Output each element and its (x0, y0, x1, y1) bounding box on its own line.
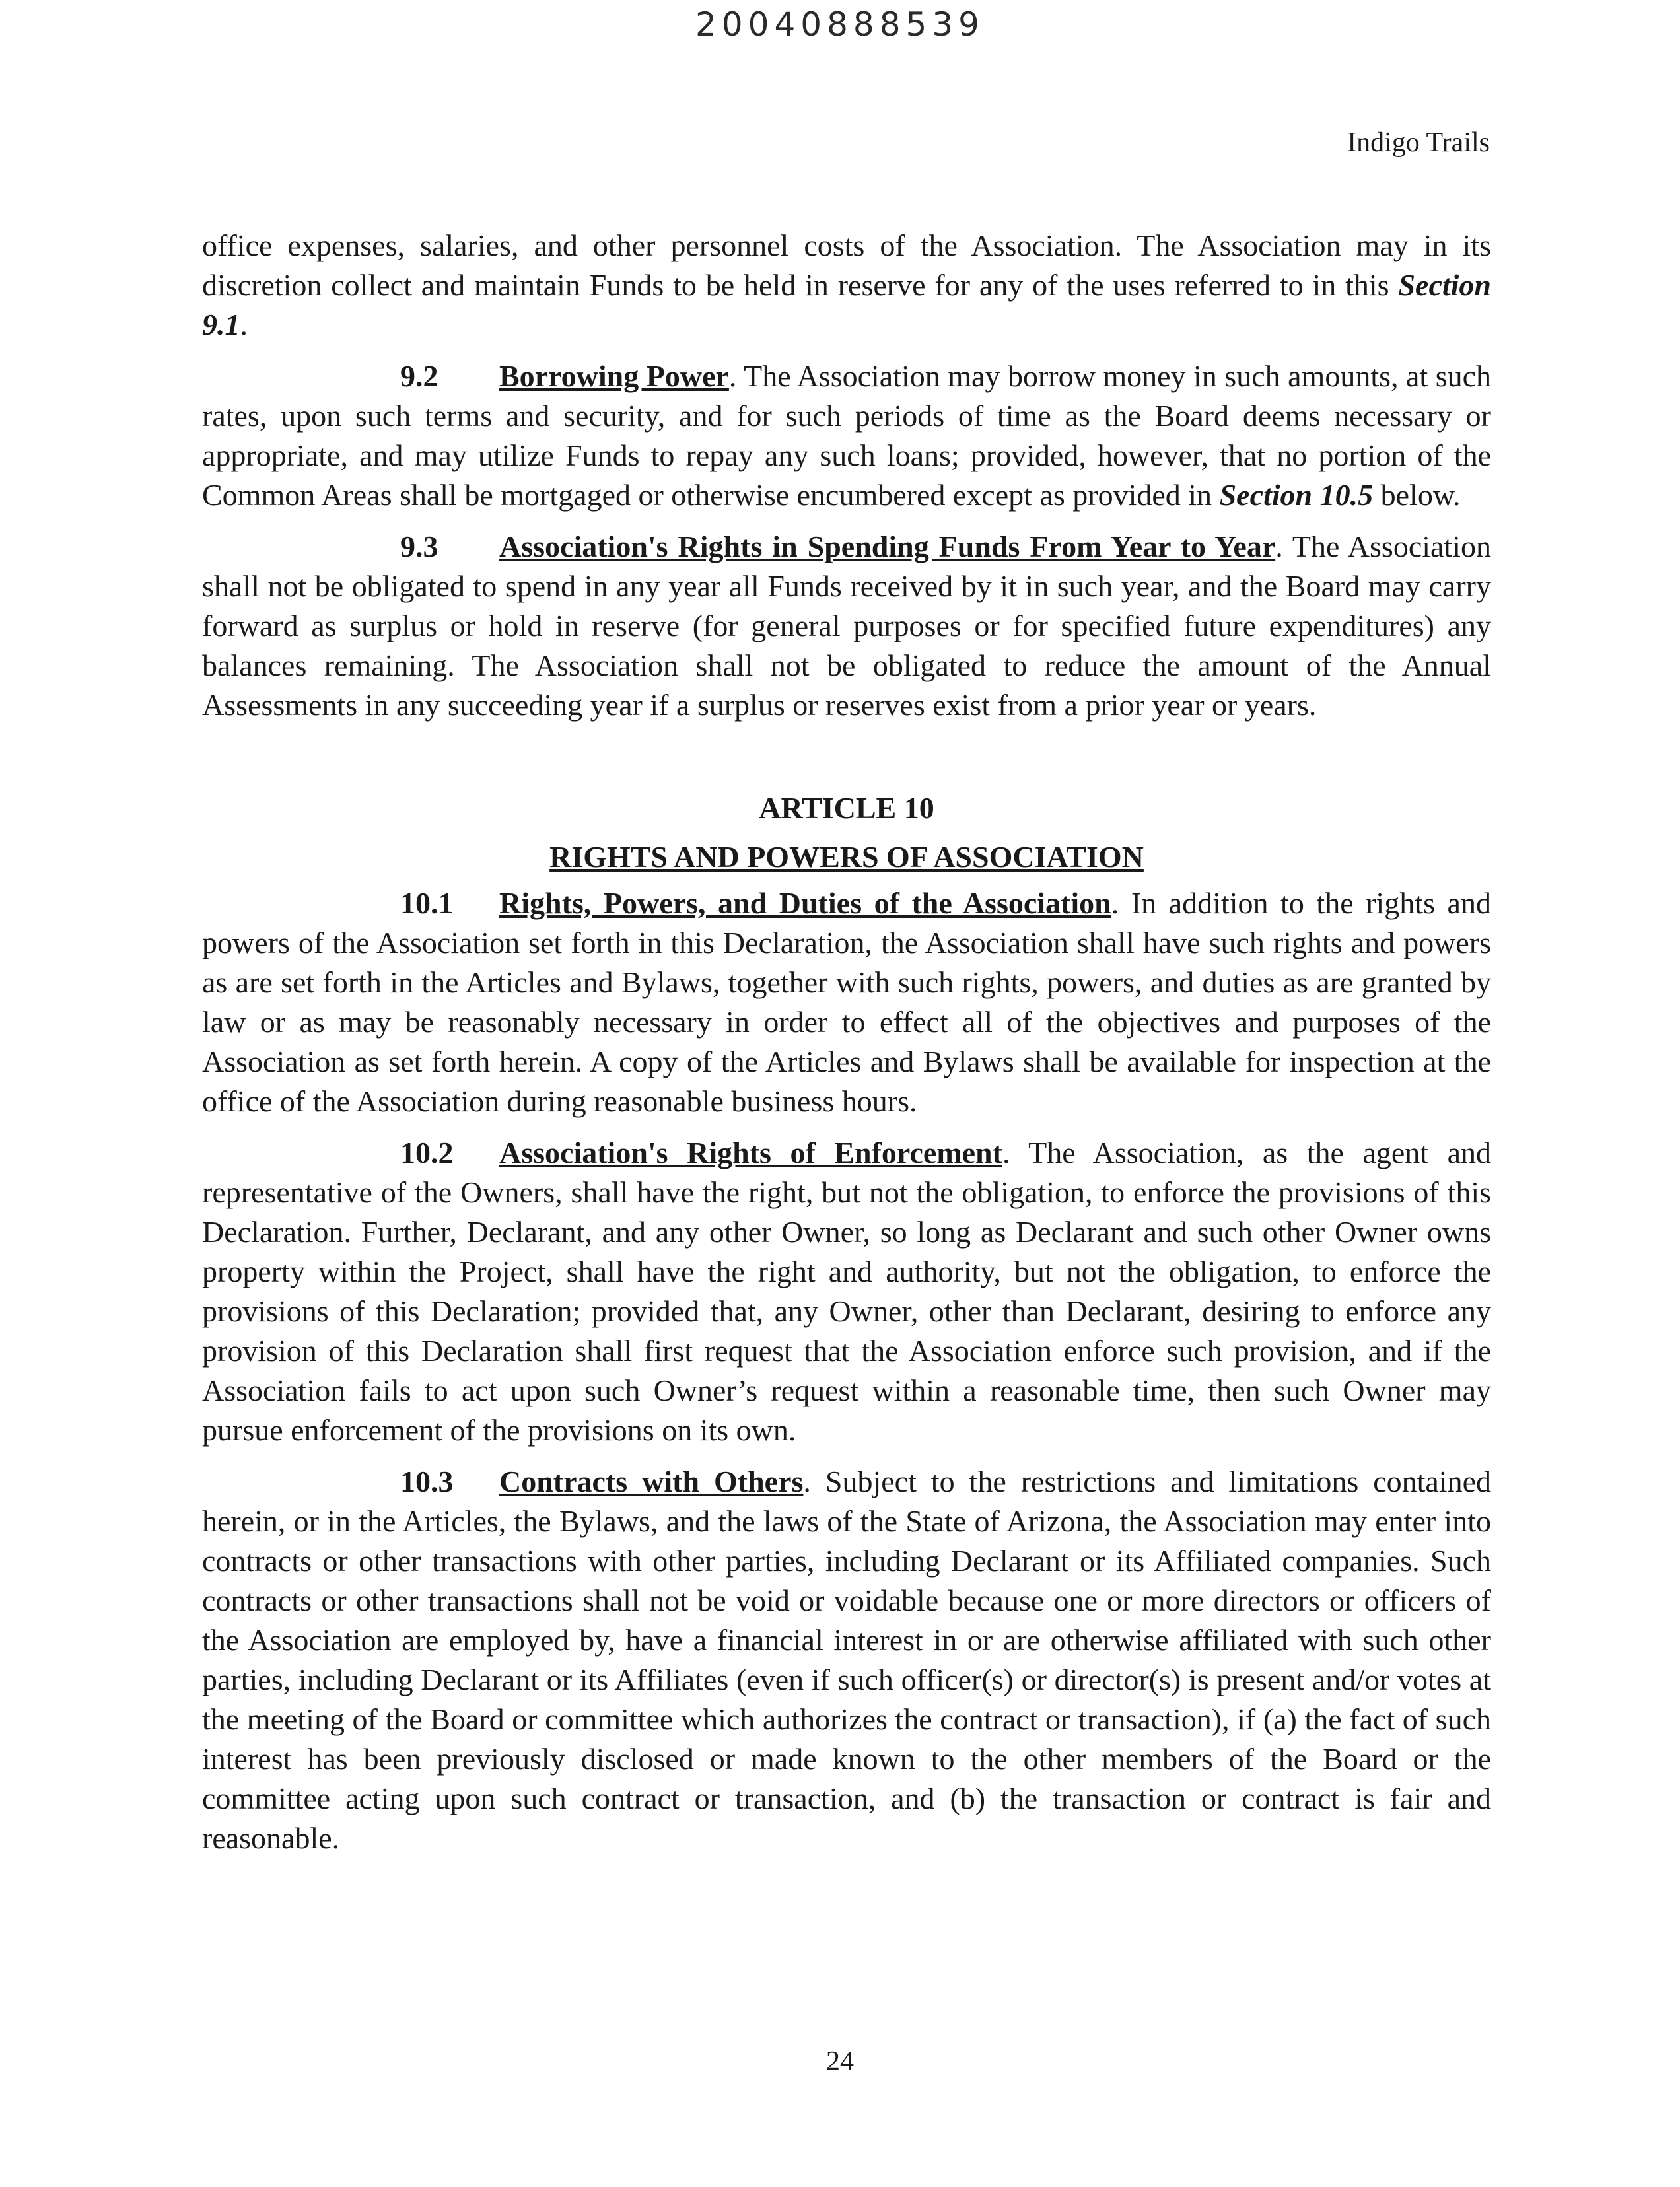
section-number: 9.3 (400, 530, 438, 563)
section-reference: Section 9.1 (202, 268, 1491, 341)
section-text: . The Association may borrow money in such amounts, at such rates, upon such terms and security, and for such periods of time as the Board deems necessary or appropriate, and may utilize Funds to repay any such loans; provided, however, that no portion of the Common Areas shall be mortgaged or otherwise encumbered except as provided in (202, 359, 1492, 512)
article-title: RIGHTS AND POWERS OF ASSOCIATION (549, 840, 1144, 874)
section-10-3 (202, 1462, 1491, 1858)
paragraph-text-end: . (240, 308, 248, 341)
paragraph-continuation (202, 226, 1491, 345)
paragraph-text: office expenses, salaries, and other personnel costs of the Association. The Association may in its discretion collect and maintain Funds to be held in reserve for any of the uses referred to in this (202, 228, 1491, 302)
page-number: 24 (826, 2046, 854, 2077)
article-heading (202, 788, 1491, 877)
section-10-2 (202, 1133, 1491, 1450)
section-reference: Section 10.5 (1219, 478, 1374, 512)
section-9-3 (202, 527, 1491, 725)
section-title: Contracts with Others (499, 1465, 804, 1498)
document-recording-number: 20040888539 (695, 5, 985, 44)
section-title: Rights, Powers, and Duties of the Association (499, 886, 1111, 920)
section-10-1 (202, 884, 1491, 1121)
section-title: Association's Rights in Spending Funds From Year to Year (499, 530, 1276, 563)
section-title: Borrowing Power (499, 359, 729, 393)
section-text: . The Association shall not be obligated to spend in any year all Funds received by it in such year, and the Board may carry forward as surplus or hold in reserve (for general purposes or for specified future expenditures) any balances remaining. The Association shall not be obligated to reduce the amount of the Annual Assessments in any succeeding year if a surplus or reserves exist from a prior year or years. (202, 530, 1491, 722)
running-header-title: Indigo Trails (1347, 127, 1490, 158)
section-number: 10.2 (400, 1136, 454, 1169)
section-text-end: below. (1373, 478, 1461, 512)
section-9-2 (202, 357, 1491, 515)
section-title: Association's Rights of Enforcement (499, 1136, 1002, 1169)
section-text: . In addition to the rights and powers of the Association set forth in this Declaration, the Association shall have such rights and powers as are set forth in the Articles and Bylaws, together with such rights, powers, and duties as are granted by law or as may be reasonably necessary in order to effect all of the objectives and purposes of the Association as set forth herein. A copy of the Articles and Bylaws shall be available for inspection at the office of the Association during reasonable business hours. (202, 886, 1491, 1118)
section-text: . The Association, as the agent and representative of the Owners, shall have the right, but not the obligation, to enforce the provisions of this Declaration. Further, Declarant, and any other Owner, so long as Declarant and such other Owner owns property within the Project, shall have the right and authority, but not the obligation, to enforce the provisions of this Declaration; provided that, any Owner, other than Declarant, desiring to enforce any provision of this Declaration shall first request that the Association enforce such provision, and if the Association fails to act upon such Owner’s request within a reasonable time, then such Owner may pursue enforcement of the provisions on its own. (202, 1136, 1492, 1447)
article-number: ARTICLE 10 (759, 791, 934, 825)
section-text: . Subject to the restrictions and limitations contained herein, or in the Articles, the Bylaws, and the laws of the State of Arizona, the Association may enter into contracts or other transactions with other parties, including Declarant or its Affiliated companies. Such contracts or other transactions shall not be void or voidable because one or more directors or officers of the Association are employed by, have a financial interest in or are otherwise affiliated with such other parties, including Declarant or its Affiliates (even if such officer(s) or director(s) is present and/or votes at the meeting of the Board or committee which authorizes the contract or transaction), if (a) the fact of such interest has been previously disclosed or made known to the other members of the Board or the committee acting upon such contract or transaction, and (b) the transaction or contract is fair and reasonable. (202, 1465, 1492, 1855)
section-number: 9.2 (400, 359, 438, 393)
section-number: 10.1 (400, 886, 454, 920)
document-body (202, 226, 1491, 1870)
section-number: 10.3 (400, 1465, 454, 1498)
